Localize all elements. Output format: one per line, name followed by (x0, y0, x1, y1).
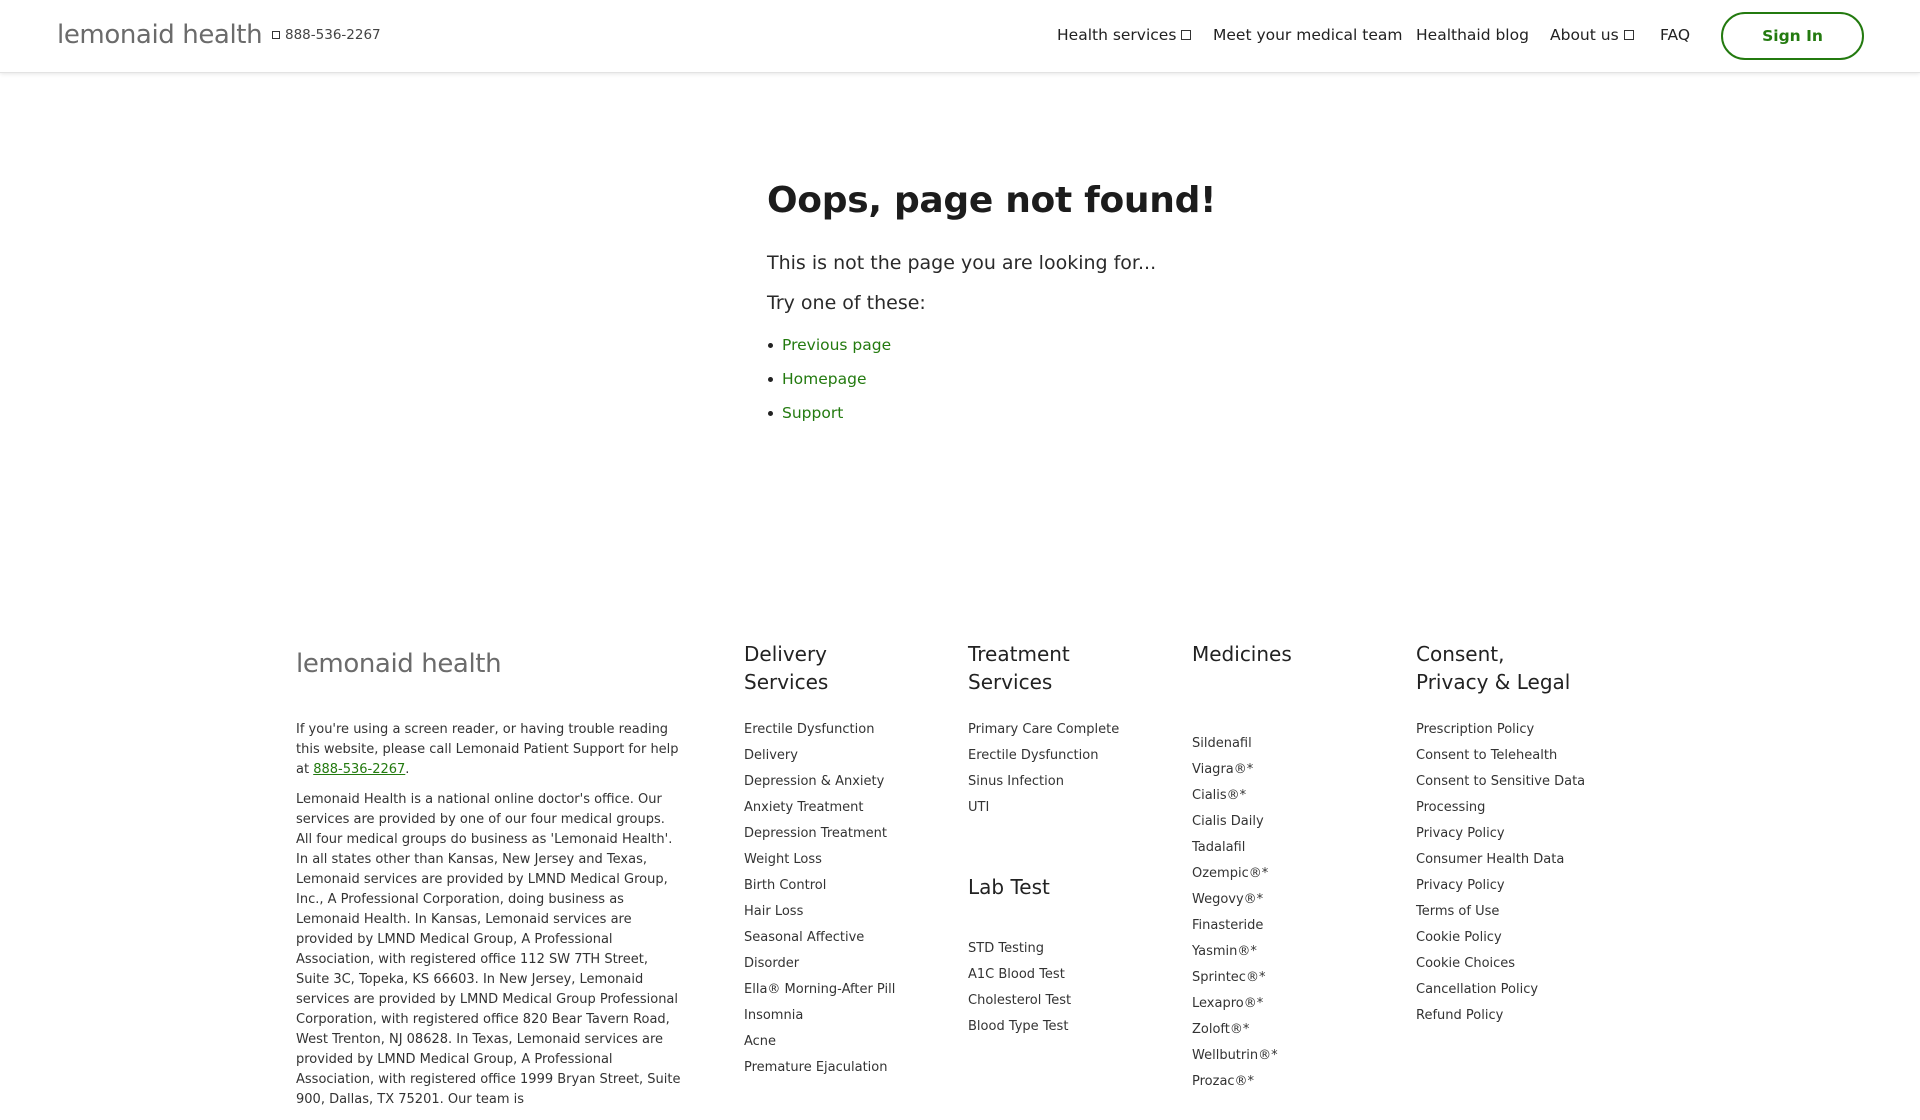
footer-link[interactable]: Processing (1416, 800, 1486, 815)
footer-link[interactable]: Prescription Policy (1416, 722, 1535, 737)
footer-link[interactable]: Consumer Health Data (1416, 852, 1565, 867)
footer-column-delivery (744, 640, 949, 1081)
screen-reader-notice: If you're using a screen reader, or having trouble reading this website, please call Lemonaid Patient Support for help at 888-536-2267. (296, 722, 679, 777)
footer-column-title: Medicines (1192, 642, 1292, 666)
footer-link-list (968, 717, 1173, 821)
footer-link[interactable]: Erectile Dysfunction (968, 748, 1099, 763)
list-item (782, 402, 891, 436)
footer-link[interactable]: Cancellation Policy (1416, 982, 1539, 997)
footer-logo[interactable]: lemonaid health (296, 649, 502, 679)
footer-link[interactable]: Disorder (744, 956, 800, 971)
footer-link[interactable]: Depression & Anxiety (744, 774, 885, 789)
try-label: Try one of these: (767, 292, 926, 314)
footer-link[interactable]: Anxiety Treatment (744, 800, 864, 815)
footer-link[interactable]: Wellbutrin®* (1192, 1048, 1278, 1063)
homepage-link[interactable]: Homepage (782, 370, 867, 388)
support-link[interactable]: Support (782, 404, 844, 422)
header-phone[interactable] (272, 26, 381, 44)
footer-link[interactable]: Cookie Choices (1416, 956, 1516, 971)
error-subtitle: This is not the page you are looking for... (767, 252, 1157, 274)
footer-link[interactable]: Birth Control (744, 878, 827, 893)
nav-health-services-label[interactable]: Health services (1057, 26, 1177, 44)
footer-link[interactable]: Refund Policy (1416, 1008, 1504, 1023)
footer-link[interactable]: A1C Blood Test (968, 967, 1065, 982)
footer-link[interactable]: UTI (968, 800, 990, 815)
footer-column-title: Treatment Services (968, 642, 1070, 694)
footer-link[interactable]: Ella® Morning-After Pill (744, 982, 896, 997)
footer-link[interactable]: Prozac®* (1192, 1074, 1255, 1089)
footer-link[interactable]: Depression Treatment (744, 826, 887, 841)
sign-in-button[interactable]: Sign In (1721, 12, 1864, 60)
footer-link[interactable]: Seasonal Affective (744, 930, 865, 945)
page-title: Oops, page not found! (767, 180, 1217, 221)
header-logo[interactable]: lemonaid health (57, 20, 263, 50)
footer-link[interactable]: Privacy Policy (1416, 826, 1505, 841)
footer-link[interactable]: Lexapro®* (1192, 996, 1264, 1011)
footer-link[interactable]: Primary Care Complete (968, 722, 1120, 737)
footer-link[interactable]: Tadalafil (1192, 840, 1246, 855)
list-item (782, 368, 891, 402)
footer-link[interactable]: Sinus Infection (968, 774, 1064, 789)
nav-healthaid-blog[interactable] (1416, 24, 1529, 46)
nav-health-services[interactable] (1057, 24, 1191, 46)
footer-link[interactable]: Cookie Policy (1416, 930, 1502, 945)
footer-link[interactable]: Weight Loss (744, 852, 822, 867)
footer-column-title: Consent, Privacy & Legal (1416, 642, 1571, 694)
nav-meet-medical-team[interactable] (1213, 24, 1402, 46)
footer-link[interactable]: Cholesterol Test (968, 993, 1072, 1008)
footer-link[interactable]: Wegovy®* (1192, 892, 1264, 907)
footer-link[interactable]: Viagra®* (1192, 762, 1254, 777)
footer-link[interactable]: Hair Loss (744, 904, 804, 919)
footer-link[interactable]: Acne (744, 1034, 777, 1049)
footer-link[interactable]: Erectile Dysfunction (744, 722, 875, 737)
nav-meet-medical-team-label[interactable]: Meet your medical team (1213, 26, 1403, 44)
footer-column-title: Delivery Services (744, 642, 829, 694)
footer-link[interactable]: Terms of Use (1416, 904, 1500, 919)
footer-link[interactable]: Delivery (744, 748, 798, 763)
footer-column-medicines (1192, 640, 1397, 1095)
footer-column-treatment (968, 640, 1173, 1040)
footer-link[interactable]: Sprintec®* (1192, 970, 1266, 985)
footer-link[interactable]: Cialis Daily (1192, 814, 1264, 829)
support-phone-link[interactable]: 888-536-2267 (313, 762, 406, 777)
footer-column-title: Lab Test (968, 875, 1050, 899)
nav-healthaid-blog-label[interactable]: Healthaid blog (1416, 26, 1529, 44)
footer-column-lab (968, 873, 1173, 1040)
footer-link[interactable]: Blood Type Test (968, 1019, 1069, 1034)
footer-link[interactable]: Ozempic®* (1192, 866, 1269, 881)
footer-link[interactable]: Privacy Policy (1416, 878, 1505, 893)
footer-link[interactable]: Finasteride (1192, 918, 1264, 933)
phone-icon (272, 31, 280, 39)
footer-link[interactable]: Sildenafil (1192, 736, 1252, 751)
footer-link[interactable]: Yasmin®* (1192, 944, 1257, 959)
previous-page-link[interactable]: Previous page (782, 336, 892, 354)
nav-about-us-label[interactable]: About us (1550, 26, 1619, 44)
list-item (782, 334, 891, 368)
footer-column-consent (1416, 640, 1621, 1029)
footer-legal-text (296, 720, 682, 1120)
footer-link[interactable]: Consent to Sensitive Data (1416, 774, 1586, 789)
footer-link-list (1192, 731, 1397, 1095)
nav-about-us[interactable] (1550, 24, 1634, 46)
nav-faq[interactable] (1660, 24, 1690, 46)
footer-link[interactable]: STD Testing (968, 941, 1045, 956)
footer-link[interactable]: Premature Ejaculation (744, 1060, 888, 1075)
footer-link[interactable]: Zoloft®* (1192, 1022, 1250, 1037)
footer-link[interactable]: Cialis®* (1192, 788, 1247, 803)
suggestion-links (767, 334, 891, 436)
footer-link-list (744, 717, 949, 1081)
footer-link-list (1416, 717, 1621, 1029)
footer-link-list (968, 936, 1173, 1040)
chevron-down-icon[interactable] (1624, 30, 1634, 40)
nav-faq-label[interactable]: FAQ (1660, 26, 1691, 44)
about-company-text: Lemonaid Health is a national online doctor's office. Our services are provided by one of our four medical groups. All four medical groups do business as 'Lemonaid Health'. In all states other than Kansas, New Jersey and Texas, Lemonaid services are provided by LMND Medical Group, Inc., A Professional Corporation, doing business as Lemonaid Health. In Kansas, Lemonaid services are provided by LMND Medical Group, A Professional Association, with registered office 112 SW 7TH Street, Suite 3C, Topeka, KS 66603. In New Jersey, Lemonaid services are provided by LMND Medical Group Professional Corporation, with registered office 820 Bear Tavern Road, West Trenton, NJ 08628. In Texas, Lemonaid services are provided by LMND Medical Group, A Professional Association, with registered office 1999 Bryan Street, Suite 900, Dallas, TX 75201. Our team is (296, 792, 681, 1107)
footer-link[interactable]: Consent to Telehealth (1416, 748, 1558, 763)
site-header (0, 0, 1920, 73)
footer-link[interactable]: Insomnia (744, 1008, 804, 1023)
chevron-down-icon[interactable] (1181, 30, 1191, 40)
header-phone-number[interactable]: 888-536-2267 (285, 27, 381, 43)
